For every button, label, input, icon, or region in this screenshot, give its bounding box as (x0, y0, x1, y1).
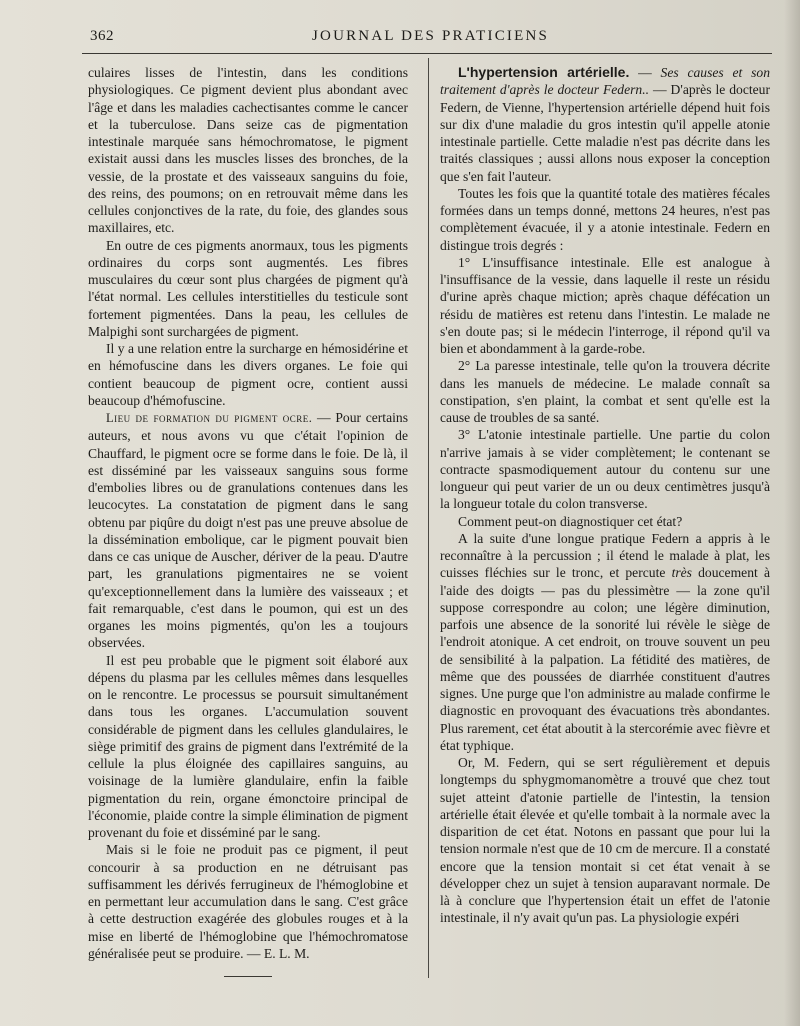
column-divider (428, 58, 429, 978)
header-rule (82, 53, 772, 54)
paragraph-text: doucement à l'aide des doigts — pas du plessimètre — la zone qu'il suppose correspondre au colon; une légère diminution, parfois une absence de la sonorité lui révèle le siège de l'endroit atonique. A cet endroit, on trouve souvent un peu de sensibilité à la palpation. La fétidité des matières, de même que des poussées de diarrhée constituent d'autres signes. Une purge que l'on administre au malade confirme le diagnostic en provoquant des évacuations très abondantes. Plus rarement, cet état aboutit à la stercorémie avec fièvre et état typhique. (440, 565, 770, 753)
section-heading: Lieu de formation du pigment ocre. (106, 411, 313, 425)
page-number: 362 (90, 28, 114, 44)
paragraph (88, 409, 408, 652)
page-edge-shadow (784, 0, 800, 1026)
paragraph: Il est peu probable que le pigment soit élaboré aux dépens du plasma par les cellules mêmes dans lesquelles on le rencontre. Le processus se poursuit simultanément dans tous les organes. L'accumulation souvent considérable de pigment dans les cellules glandulaires, le siège primitif des grains de pigment dans l'extrémité de la cellule la plus éloignée des capillaires sanguins, au voisinage de la lumière glandulaire, enfin la faible pigmentation du rein, organe émonctoire principal de l'économie, plaide contre la simple élimination de pigment provenant du foie et disséminé par le sang. (88, 652, 408, 840)
title-dash: — (629, 65, 661, 80)
paragraph: Mais si le foie ne produit pas ce pigment, il peut concourir à sa production en ne détruisant pas suffisamment les dérivés ferrugineux de l'hémoglobine et en permettant leur accumulation dans le sang. C'est grâce à cette destruction exagérée des globules rouges et à la mise en liberté de l'hémoglobine que l'hémochromatose généralisée peut se produire. — E. L. M. (88, 842, 408, 961)
left-column (88, 64, 408, 977)
paragraph: 1° L'insuffisance intestinale. Elle est analogue à l'insuffisance de la vessie, dans laquelle il reste un résidu d'urine après chaque miction; après chaque défécation un résidu de matières est retenu dans l'intestin. Le malade ne s'en doute pas; si le médecin l'interroge, il répond qu'il va bien et abondamment à la garde-robe. (440, 254, 770, 356)
paragraph (440, 64, 770, 185)
paragraph: 3° L'atonie intestinale partielle. Une partie du colon n'arrive jamais à se vider complètement; le contenant se contracte spasmodiquement autour du contenu sur une longueur qui peut varier de un ou deux centimètres jusqu'à la longueur totale du colon transverse. (440, 427, 770, 512)
paragraph: 2° La paresse intestinale, telle qu'on la trouvera décrite dans les manuels de médecine. Le malade connaît sa constipation, s'en plaint, la combat et sent qu'elle est la cause de troubles de sa santé. (440, 358, 770, 425)
paragraph: Comment peut-on diagnostiquer cet état? (458, 513, 683, 529)
journal-title: JOURNAL DES PRATICIENS (312, 28, 550, 44)
paragraph: En outre de ces pigments anormaux, tous les pigments ordinaires du corps sont augmentés. Les fibres musculaires du cœur sont plus chargées de pigment qu'à l'état normal. Les cellules interstitielles du testicule sont fortement pigmentées. Dans la peau, les cellules de Malpighi sont surchargées de pigment. (88, 237, 408, 339)
paragraph: Toutes les fois que la quantité totale des matières fécales formées dans un temps donné, mettons 24 heures, n'est pas complètement évacuée, il y a atonie intestinale. Federn en distingue trois degrés : (440, 185, 770, 253)
emphasis-text: très (671, 565, 692, 581)
page-header (82, 28, 772, 54)
article-subtitle: Ses causes et son traitement d'après le docteur Federn.. (440, 65, 771, 98)
paragraph: Or, M. Federn, qui se sert régulièrement et depuis longtemps du sphygmomanomètre a trouvé que chez tout sujet atteint d'atonie partielle de l'intestin, la tension artérielle était élevée et qu'elle tombait à la normale avec la disparition de cet état. Notons en passant que pour lui la tension normale n'est que de 10 cm de mercure. Il a constaté encore que la tension montait si cet état venait à se développer chez un sujet à tension auparavant normale. De là à conclure que l'hypertension était un effet de l'atonie intestinale, il n'y avait qu'un pas. La physiologie expéri (440, 755, 770, 926)
paragraph-text: A la suite d'une longue pratique Federn a appris à le reconnaître à la percussion ; il étend le malade à plat, les cuisses fléchies sur le tronc, et percute (440, 530, 770, 581)
right-column (440, 64, 770, 927)
section-body: — Pour certains auteurs, et nous avons vu que c'était l'opinion de Chauffard, le pigment ocre se forme dans le foie. De là, il est disséminé par les vaisseaux sanguins sous forme d'embolies libres ou de granulations contenues dans les leucocytes. La constatation de pigment dans le sang obtenu par piqûre du doigt n'est pas une preuve absolue de la dissémination embolique, car le pigment pouvait bien dans ce cas unique de Auscher, dériver de la peau. D'autre part, les granulations pigmentaires ne se voient qu'exceptionnellement dans la lumière des vaisseaux ; et fait remarquable, c'est dans le poumon, qui est un des organes les moins pigmentés, qu'on les a toujours observées. (88, 410, 408, 651)
paragraph (440, 530, 770, 754)
paragraph: Il y a une relation entre la surcharge en hémosidérine et en hémofuscine dans les divers organes. Le foie qui contient beaucoup de pigment ocre, contient aussi beaucoup d'hémofuscine. (88, 341, 408, 408)
intro-text: — D'après le docteur Federn, de Vienne, l'hypertension artérielle dépend huit fois sur dix d'une maladie du gros intestin qu'il appelle atonie intestinale partielle. Cette maladie n'est pas décrite dans les traités classiques ; aussi allons nous exposer la conception que s'en fait l'auteur. (440, 82, 770, 184)
article-title: L'hypertension artérielle. (458, 64, 630, 80)
paragraph: culaires lisses de l'intestin, dans les conditions physiologiques. Ce pigment devient plus abondant avec l'âge et dans les maladies cachectisantes comme le cancer et la tuberculose. Dans seize cas de pigmentation intestinale marquée sans hémochromatose, le pigment existait aussi dans les muscles lisses des bronches, de la vessie, de la prostate et des vaisseaux sanguins du foie, des reins, des poumons; on en retrouvait même dans les cellules conjonctives de la rate, du foie, des glandes sous maxillaires, etc. (88, 65, 408, 236)
article-end-rule (224, 976, 272, 977)
